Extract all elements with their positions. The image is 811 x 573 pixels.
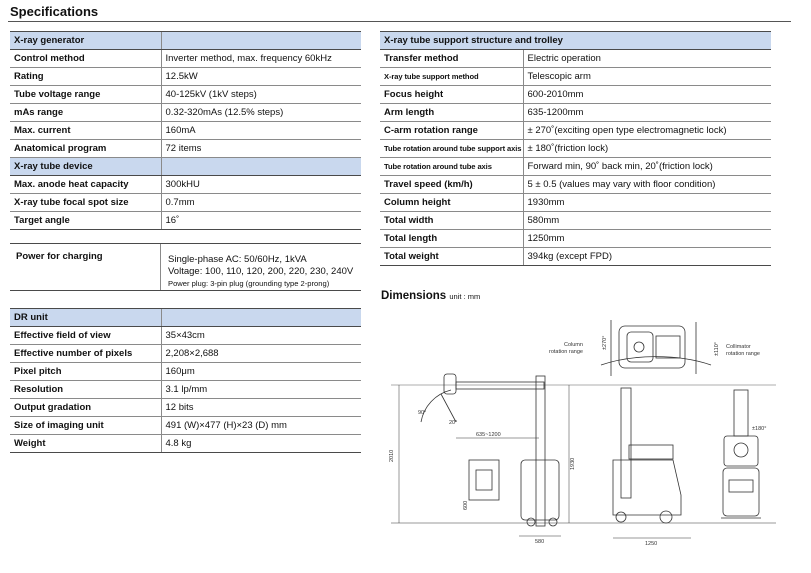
spec-key: Effective number of pixels [10, 345, 161, 363]
spec-value: 3.1 lp/mm [161, 381, 361, 399]
table-row [10, 435, 361, 453]
section-title: X-ray tube support structure and trolley [380, 32, 771, 50]
spec-key: Tube voltage range [10, 86, 161, 104]
table-row [10, 381, 361, 399]
spec-value: 160μm [161, 363, 361, 381]
spec-key: C-arm rotation range [380, 122, 523, 140]
side-view [391, 374, 776, 526]
spec-key: Max. anode heat capacity [10, 176, 161, 194]
dimensions-title [381, 290, 480, 302]
power-line: Voltage: 100, 110, 120, 200, 220, 230, 240V [168, 266, 354, 277]
spec-key: Effective field of view [10, 327, 161, 345]
table-row [10, 194, 361, 212]
section-header-support [380, 32, 771, 50]
table-row [380, 140, 771, 158]
label-h2010: 2010 [389, 449, 395, 462]
power-charging-block [10, 243, 361, 291]
spec-value: 12 bits [161, 399, 361, 417]
table-row [380, 86, 771, 104]
spec-value: Electric operation [523, 50, 771, 68]
spec-key: Pixel pitch [10, 363, 161, 381]
spec-value: 160mA [161, 122, 361, 140]
spec-key: Resolution [10, 381, 161, 399]
spec-key: Control method [10, 50, 161, 68]
table-row [380, 104, 771, 122]
front-view [613, 388, 681, 523]
table-row [10, 122, 361, 140]
label-collimator-2: rotation range [726, 351, 760, 357]
spec-value: 40-125kV (1kV steps) [161, 86, 361, 104]
spec-key: Tube rotation around tube support axis [380, 140, 523, 158]
section-title: X-ray generator [10, 32, 161, 50]
spec-value: Inverter method, max. frequency 60kHz [161, 50, 361, 68]
dimensions-heading: Dimensions [381, 290, 447, 302]
spec-key: Anatomical program [10, 140, 161, 158]
table-row [380, 122, 771, 140]
spec-key: Focus height [380, 86, 523, 104]
support-structure-table [380, 31, 771, 266]
label-collimator: Collimator [726, 344, 751, 350]
table-row [380, 176, 771, 194]
table-row [10, 212, 361, 230]
spec-key: mAs range [10, 104, 161, 122]
table-row [10, 345, 361, 363]
table-row [380, 68, 771, 86]
spec-key: Travel speed (km/h) [380, 176, 523, 194]
table-row [10, 86, 361, 104]
table-row [10, 176, 361, 194]
spec-value: 300kHU [161, 176, 361, 194]
label-pm180: ±180° [752, 426, 767, 432]
spec-key: Weight [10, 435, 161, 453]
label-h1930: 1930 [570, 457, 576, 470]
spec-value: 635-1200mm [523, 104, 771, 122]
section-header-dr-unit [10, 309, 361, 327]
section-title: X-ray tube device [10, 158, 161, 176]
dimensions-unit: unit : mm [449, 292, 481, 301]
spec-value: 1930mm [523, 194, 771, 212]
table-row [10, 68, 361, 86]
spec-key: Arm length [380, 104, 523, 122]
spec-value: 0.7mm [161, 194, 361, 212]
spec-value: 5 ± 0.5 (values may vary with floor condition) [523, 176, 771, 194]
label-l1250: 1250 [645, 541, 658, 547]
section-header-xray-tube-device [10, 158, 361, 176]
dr-unit-table [10, 308, 361, 453]
table-row [10, 104, 361, 122]
spec-value: 394kg (except FPD) [523, 248, 771, 266]
label-arm-length: 635~1200 [476, 432, 501, 438]
spec-key: Total width [380, 212, 523, 230]
spec-key: Max. current [10, 122, 161, 140]
spec-key: Tube rotation around tube axis [380, 158, 523, 176]
spec-key: X-ray tube focal spot size [10, 194, 161, 212]
spec-key: Power for charging [10, 244, 161, 290]
table-row [10, 327, 361, 345]
spec-key: Total length [380, 230, 523, 248]
spec-value: 0.32-320mAs (12.5% steps) [161, 104, 361, 122]
spec-value: 4.8 kg [161, 435, 361, 453]
spec-value: 580mm [523, 212, 771, 230]
table-row [380, 230, 771, 248]
table-row [380, 212, 771, 230]
table-row [10, 399, 361, 417]
section-title: DR unit [10, 309, 161, 327]
spec-value: 2,208×2,688 [161, 345, 361, 363]
table-row [10, 140, 361, 158]
top-view [601, 320, 711, 376]
spec-value: 72 items [161, 140, 361, 158]
spec-key: X-ray tube support method [380, 68, 523, 86]
spec-value: 600-2010mm [523, 86, 771, 104]
label-h600: 600 [463, 500, 469, 510]
spec-key: Output gradation [10, 399, 161, 417]
xray-generator-table [10, 31, 361, 230]
label-pm110: ±110° [714, 342, 720, 356]
spec-key: Size of imaging unit [10, 417, 161, 435]
spec-key: Column height [380, 194, 523, 212]
table-row [10, 417, 361, 435]
table-row [380, 50, 771, 68]
table-row [380, 158, 771, 176]
rear-view [721, 390, 761, 518]
spec-value: Telescopic arm [523, 68, 771, 86]
spec-value: 491 (W)×477 (H)×23 (D) mm [161, 417, 361, 435]
spec-value: 12.5kW [161, 68, 361, 86]
label-pm270: ±270° [602, 335, 608, 350]
spec-value: 35×43cm [161, 327, 361, 345]
spec-value: 1250mm [523, 230, 771, 248]
spec-value: 16˚ [161, 212, 361, 230]
spec-key: Target angle [10, 212, 161, 230]
power-line: Single-phase AC: 50/60Hz, 1kVA [168, 254, 307, 265]
label-deg90: 90° [418, 410, 427, 416]
spec-value: ± 180˚(friction lock) [523, 140, 771, 158]
spec-value: Forward min, 90˚ back min, 20˚(friction lock) [523, 158, 771, 176]
label-column-2: rotation range [549, 349, 583, 355]
spec-key: Transfer method [380, 50, 523, 68]
power-line: Power plug: 3-pin plug (grounding type 2-prong) [168, 279, 330, 288]
table-row [10, 50, 361, 68]
section-header-xray-generator [10, 32, 361, 50]
spec-key: Rating [10, 68, 161, 86]
label-deg20: 20° [449, 420, 458, 426]
power-values [168, 254, 353, 290]
spec-value: ± 270˚(exciting open type electromagnetic lock) [523, 122, 771, 140]
label-column: Column [564, 342, 583, 348]
page-title: Specifications [10, 4, 99, 19]
dimensions-drawing [381, 310, 781, 550]
spec-key: Total weight [380, 248, 523, 266]
label-w580: 580 [535, 539, 545, 545]
title-divider [8, 21, 791, 22]
table-row [10, 363, 361, 381]
table-row [380, 248, 771, 266]
table-row [380, 194, 771, 212]
